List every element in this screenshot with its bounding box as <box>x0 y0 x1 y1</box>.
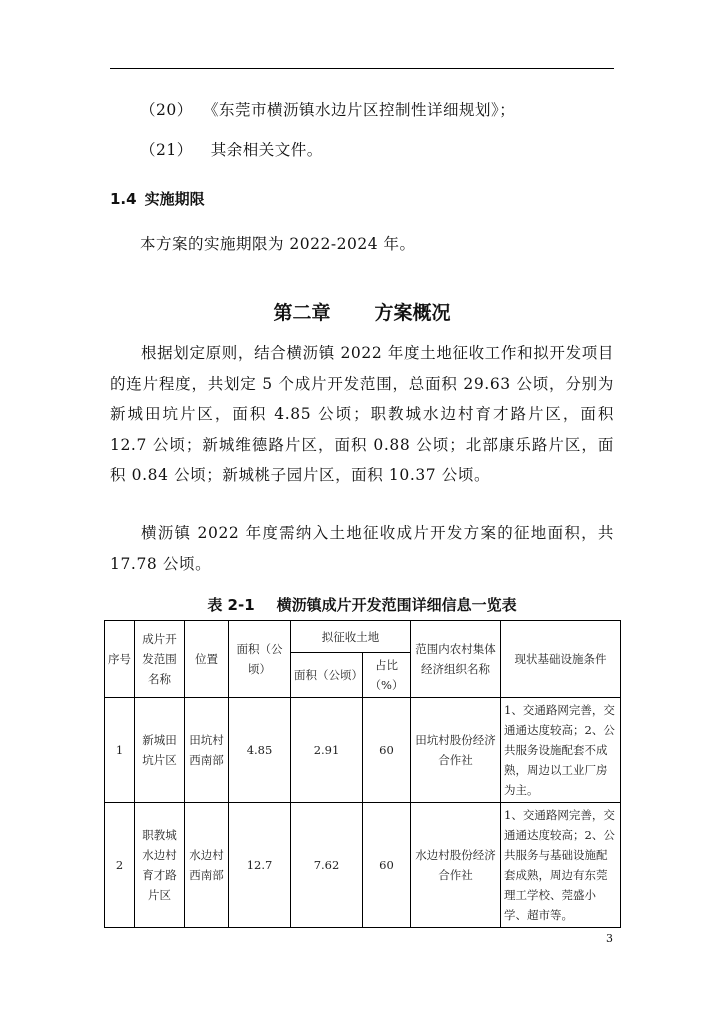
table-row <box>105 698 621 803</box>
cell-exp-ratio: 60 <box>363 803 411 928</box>
cell-location: 田坑村西南部 <box>185 698 229 803</box>
cell-seq: 1 <box>105 698 135 803</box>
header-exp-ratio: 占比（%） <box>363 653 411 698</box>
table-row <box>105 803 621 928</box>
cell-exp-ratio: 60 <box>363 698 411 803</box>
section-heading: 1.4 实施期限 <box>110 190 205 208</box>
cell-exp-area: 2.91 <box>291 698 363 803</box>
table-caption: 表 2-1 横沥镇成片开发范围详细信息一览表 <box>207 596 517 614</box>
header-infrastructure: 现状基础设施条件 <box>501 621 621 698</box>
period-text: 本方案的实施期限为 2022-2024 年。 <box>140 235 416 253</box>
cell-infrastructure: 1、交通路网完善，交通通达度较高；2、公共服务设施配套不成熟，周边以工业厂房为主。 <box>501 698 621 803</box>
cell-exp-area: 7.62 <box>291 803 363 928</box>
header-rule <box>110 68 614 69</box>
reference-item-21: （21） 其余相关文件。 <box>140 141 323 159</box>
header-exp-area: 面积（公顷） <box>291 653 363 698</box>
reference-item-20: （20） 《东莞市横沥镇水边片区控制性详细规划》； <box>140 101 516 119</box>
cell-collective: 水边村股份经济合作社 <box>411 803 501 928</box>
cell-location: 水边村西南部 <box>185 803 229 928</box>
cell-area: 12.7 <box>229 803 291 928</box>
cell-infrastructure: 1、交通路网完善，交通通达度较高；2、公共服务与基础设施配套成熟，周边有东莞理工学校、莞盛小学、超市等。 <box>501 803 621 928</box>
cell-name: 新城田坑片区 <box>135 698 185 803</box>
header-seq: 序号 <box>105 621 135 698</box>
page-number: 3 <box>606 932 613 945</box>
cell-area: 4.85 <box>229 698 291 803</box>
header-area: 面积（公顷） <box>229 621 291 698</box>
chapter-title: 第二章 方案概况 <box>273 302 451 324</box>
header-location: 位置 <box>185 621 229 698</box>
header-collective: 范围内农村集体经济组织名称 <box>411 621 501 698</box>
cell-collective: 田坑村股份经济合作社 <box>411 698 501 803</box>
header-expropriation: 拟征收土地 <box>291 621 411 653</box>
development-table <box>104 620 621 928</box>
cell-seq: 2 <box>105 803 135 928</box>
cell-name: 职教城水边村育才路片区 <box>135 803 185 928</box>
paragraph-expropriation: 横沥镇 2022 年度需纳入土地征收成片开发方案的征地面积，共 17.78 公顷。 <box>110 524 614 573</box>
header-name: 成片开发范围名称 <box>135 621 185 698</box>
paragraph-overview: 根据划定原则，结合横沥镇 2022 年度土地征收工作和拟开发项目的连片程度，共划定 5 个成片开发范围，总面积 29.63 公顷，分别为新城田坑片区，面积 4.85 公顷；职教城水边村育才路片区，面积 12.7 公顷；新城维德路片区，面积 0.88 公顷；北部康乐路片区，面积 0.84 公顷；新城桃子园片区，面积 10.37 公顷。 <box>110 344 614 484</box>
